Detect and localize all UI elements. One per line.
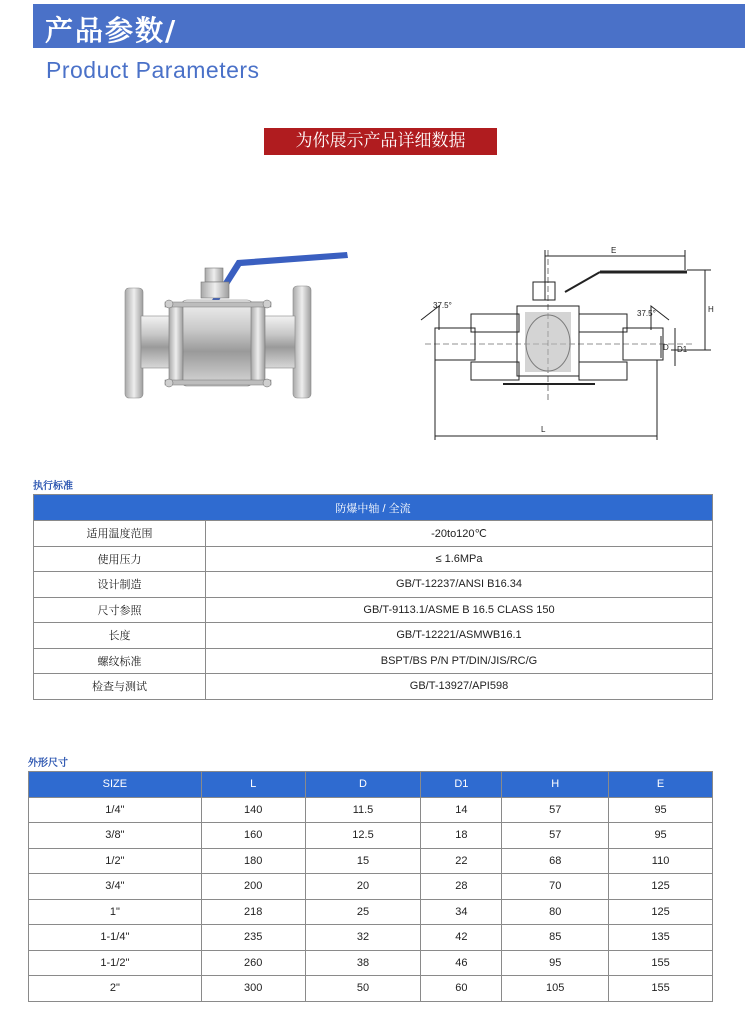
standard-value: GB/T-13927/API598 (206, 674, 713, 700)
standard-key: 长度 (34, 623, 206, 649)
angle-label-left: 37.5° (433, 301, 452, 310)
table-row (29, 874, 713, 900)
table-row (34, 623, 713, 649)
table-row (29, 797, 713, 823)
detail-badge: 为你展示产品详细数据 (264, 128, 497, 155)
table-cell: 155 (609, 950, 713, 976)
standard-key: 使用压力 (34, 546, 206, 572)
table-cell: 20 (305, 874, 421, 900)
standards-section-label: 执行标准 (33, 481, 73, 492)
standard-key: 设计制造 (34, 572, 206, 598)
table-cell: 135 (609, 925, 713, 951)
table-cell: 260 (201, 950, 305, 976)
table-cell: 57 (502, 797, 609, 823)
dimensions-header-row (29, 772, 713, 798)
standards-header: 防爆中轴 / 全流 (34, 495, 713, 521)
standard-value: GB/T-9113.1/ASME B 16.5 CLASS 150 (206, 597, 713, 623)
table-cell: 28 (421, 874, 502, 900)
column-header: D (305, 772, 421, 798)
table-cell: 42 (421, 925, 502, 951)
column-header: E (609, 772, 713, 798)
standard-value: ≤ 1.6MPa (206, 546, 713, 572)
table-cell: 3/4" (29, 874, 202, 900)
table-cell: 155 (609, 976, 713, 1002)
table-cell: 105 (502, 976, 609, 1002)
table-row (34, 572, 713, 598)
table-cell: 300 (201, 976, 305, 1002)
table-cell: 235 (201, 925, 305, 951)
table-cell: 34 (421, 899, 502, 925)
standard-value: -20to120℃ (206, 521, 713, 547)
angle-label-right: 37.5° (637, 309, 656, 318)
standards-header-row (34, 495, 713, 521)
standard-value: BSPT/BS P/N PT/DIN/JIS/RC/G (206, 648, 713, 674)
table-cell: 50 (305, 976, 421, 1002)
table-cell: 1-1/4" (29, 925, 202, 951)
table-cell: 57 (502, 823, 609, 849)
column-header: D1 (421, 772, 502, 798)
table-cell: 180 (201, 848, 305, 874)
standard-value: GB/T-12221/ASMWB16.1 (206, 623, 713, 649)
table-cell: 95 (502, 950, 609, 976)
table-row (29, 899, 713, 925)
dimensions-section-label: 外形尺寸 (28, 758, 68, 769)
dim-label-e: E (611, 246, 617, 255)
table-cell: 218 (201, 899, 305, 925)
valve-dimension-drawing (405, 240, 725, 450)
table-row (34, 648, 713, 674)
table-row (34, 521, 713, 547)
table-cell: 38 (305, 950, 421, 976)
dim-label-d1: D1 (677, 345, 688, 354)
ball-valve-photo (117, 238, 362, 413)
table-cell: 22 (421, 848, 502, 874)
table-cell: 2" (29, 976, 202, 1002)
table-row (29, 848, 713, 874)
table-cell: 125 (609, 899, 713, 925)
dimensions-table (28, 771, 713, 1002)
dim-label-l: L (541, 425, 546, 434)
table-cell: 1/4" (29, 797, 202, 823)
standard-key: 螺纹标准 (34, 648, 206, 674)
table-row (29, 823, 713, 849)
table-cell: 160 (201, 823, 305, 849)
table-cell: 1" (29, 899, 202, 925)
table-cell: 95 (609, 823, 713, 849)
table-cell: 18 (421, 823, 502, 849)
table-cell: 70 (502, 874, 609, 900)
standard-key: 检查与测试 (34, 674, 206, 700)
lever-handle (212, 252, 348, 302)
table-cell: 110 (609, 848, 713, 874)
table-cell: 80 (502, 899, 609, 925)
table-cell: 46 (421, 950, 502, 976)
page-title-cn: 产品参数/ (45, 14, 178, 47)
table-cell: 140 (201, 797, 305, 823)
table-row (34, 674, 713, 700)
table-row (29, 950, 713, 976)
dim-label-d: D (663, 343, 669, 352)
table-cell: 200 (201, 874, 305, 900)
table-cell: 32 (305, 925, 421, 951)
table-cell: 11.5 (305, 797, 421, 823)
table-row (34, 546, 713, 572)
column-header: SIZE (29, 772, 202, 798)
table-cell: 15 (305, 848, 421, 874)
table-row (29, 925, 713, 951)
standards-table (33, 494, 713, 700)
table-row (29, 976, 713, 1002)
table-cell: 25 (305, 899, 421, 925)
table-cell: 12.5 (305, 823, 421, 849)
table-cell: 1/2" (29, 848, 202, 874)
table-cell: 1-1/2" (29, 950, 202, 976)
standard-key: 适用温度范围 (34, 521, 206, 547)
table-cell: 3/8" (29, 823, 202, 849)
table-cell: 14 (421, 797, 502, 823)
title-banner (33, 4, 745, 48)
dim-label-h: H (708, 305, 714, 314)
table-cell: 125 (609, 874, 713, 900)
table-cell: 95 (609, 797, 713, 823)
page-title-en: Product Parameters (46, 57, 260, 83)
column-header: H (502, 772, 609, 798)
standard-key: 尺寸参照 (34, 597, 206, 623)
table-cell: 68 (502, 848, 609, 874)
table-cell: 60 (421, 976, 502, 1002)
table-cell: 85 (502, 925, 609, 951)
standard-value: GB/T-12237/ANSI B16.34 (206, 572, 713, 598)
table-row (34, 597, 713, 623)
column-header: L (201, 772, 305, 798)
